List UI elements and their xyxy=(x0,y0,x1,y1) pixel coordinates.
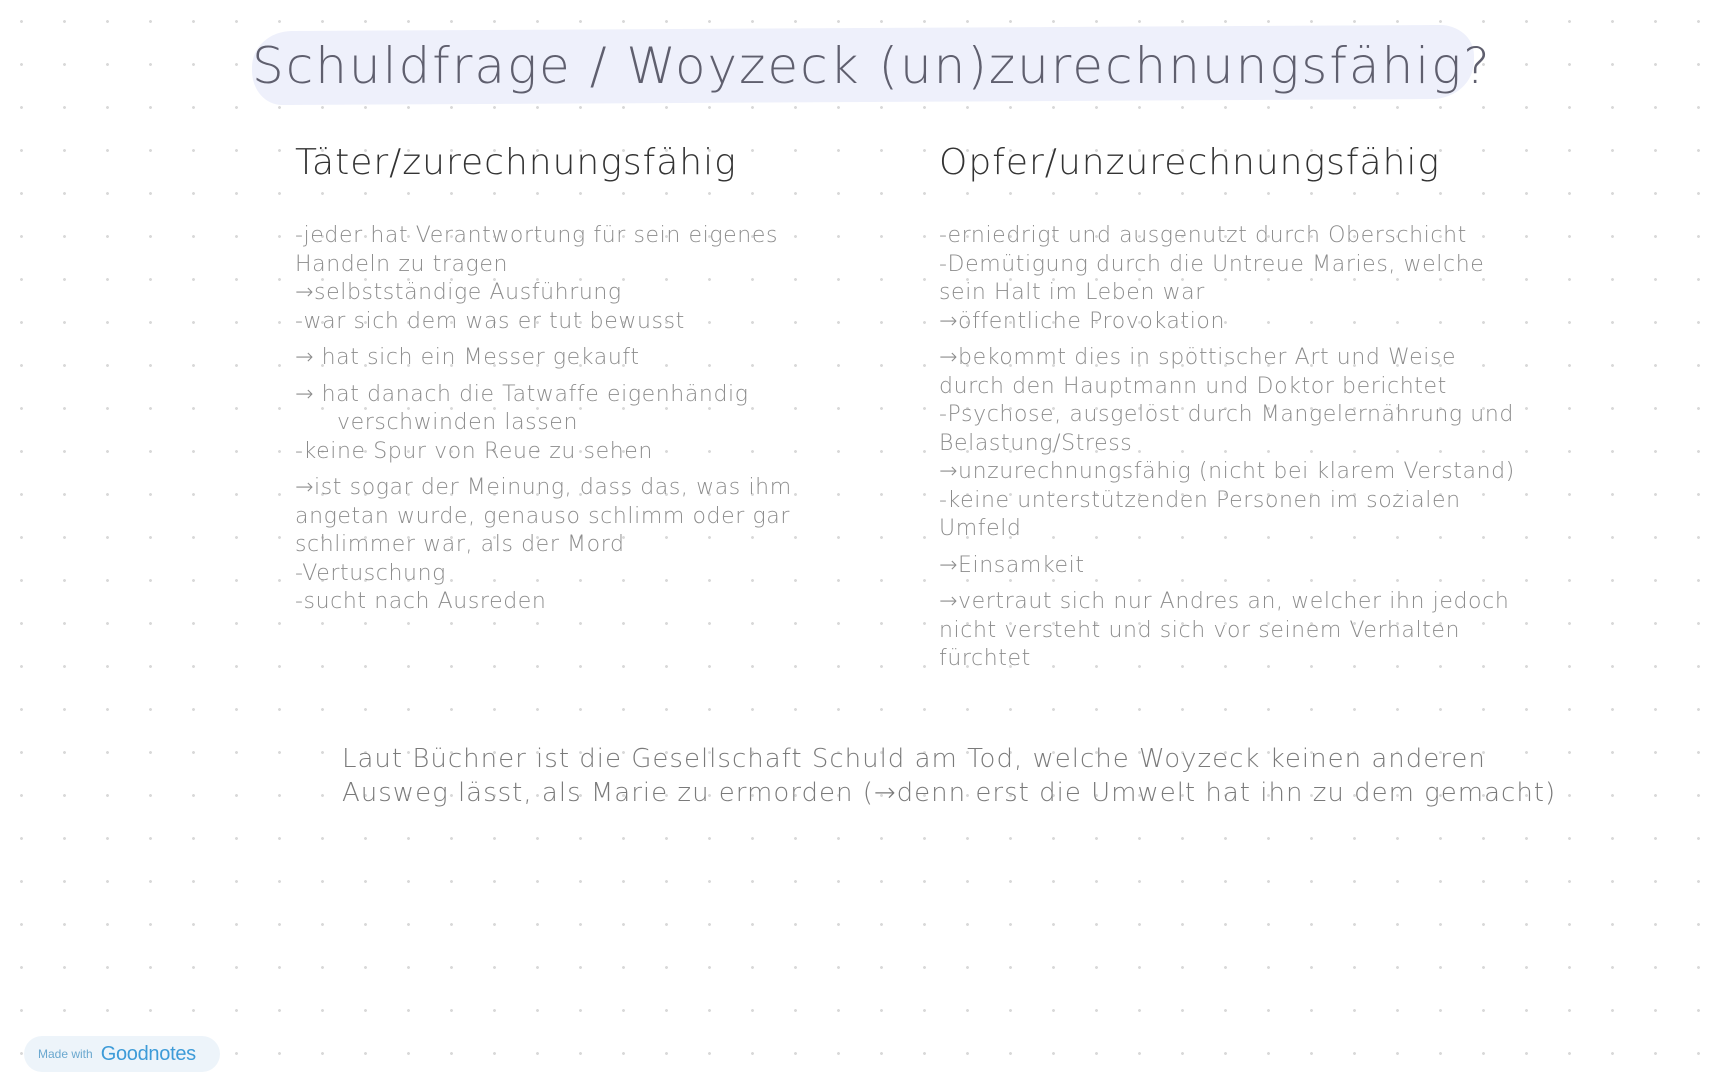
list-item: nicht versteht und sich vor seinem Verhalten xyxy=(939,617,1461,643)
list-item: →selbstständige Ausführung xyxy=(295,280,622,305)
list-item: →Einsamkeit xyxy=(939,552,1085,578)
conclusion-text xyxy=(342,742,1557,810)
list-item: -Vertuschung xyxy=(295,560,446,586)
list-item: Belastung/Stress xyxy=(939,430,1133,456)
conclusion-line: Ausweg lässt, als Marie zu ermorden (→denn erst die Umwelt hat ihn zu dem gemacht) xyxy=(342,778,1557,808)
list-item: sein Halt im Leben war xyxy=(939,280,1205,305)
list-item: angetan wurde, genauso schlimm oder gar xyxy=(295,503,791,529)
list-item: verschwinden lassen xyxy=(337,410,578,435)
list-item: →bekommt dies in spöttischer Art und Weise xyxy=(939,345,1457,370)
list-item: -jeder hat Verantwortung für sein eigenes xyxy=(295,223,779,248)
page-title: Schuldfrage / Woyzeck (un)zurechnungsfähig? xyxy=(252,37,1492,95)
left-column xyxy=(295,138,815,617)
list-item: -keine unterstützenden Personen im sozialen xyxy=(939,487,1461,513)
right-column-heading: Opfer/unzurechnungsfähig xyxy=(939,142,1441,183)
list-item: Umfeld xyxy=(939,516,1022,541)
list-item: -keine Spur von Reue zu sehen xyxy=(295,438,653,464)
made-with-goodnotes-badge xyxy=(24,1036,220,1072)
conclusion-line: Laut Büchner ist die Gesellschaft Schuld am Tod, welche Woyzeck keinen anderen xyxy=(342,744,1486,774)
list-item: →unzurechnungsfähig (nicht bei klarem Verstand) xyxy=(939,459,1515,484)
list-item: -Demütigung durch die Untreue Maries, welche xyxy=(939,251,1485,277)
list-item: -war sich dem was er tut bewusst xyxy=(295,308,685,334)
left-column-heading: Täter/zurechnungsfähig xyxy=(295,142,737,183)
goodnotes-logo: Goodnotes xyxy=(100,1042,196,1065)
list-item: → hat sich ein Messer gekauft xyxy=(295,345,640,370)
list-item: fürchtet xyxy=(939,646,1031,671)
list-item: →ist sogar der Meinung, dass das, was ihm xyxy=(295,475,792,500)
list-item: -Psychose, ausgelöst durch Mangelernährung und xyxy=(939,402,1514,427)
right-column xyxy=(939,138,1519,674)
badge-caption: Made with xyxy=(38,1047,93,1061)
list-item: → hat danach die Tatwaffe eigenhändig xyxy=(295,381,749,407)
list-item: -erniedrigt und ausgenutzt durch Oberschicht xyxy=(939,223,1467,248)
list-item: -sucht nach Ausreden xyxy=(295,589,547,614)
list-item: →öffentliche Provokation xyxy=(939,308,1226,334)
list-item: →vertraut sich nur Andres an, welcher ihn jedoch xyxy=(939,589,1510,614)
list-item: durch den Hauptmann und Doktor berichtet xyxy=(939,373,1447,399)
list-item: schlimmer war, als der Mord xyxy=(295,532,625,557)
list-item: Handeln zu tragen xyxy=(295,251,509,277)
